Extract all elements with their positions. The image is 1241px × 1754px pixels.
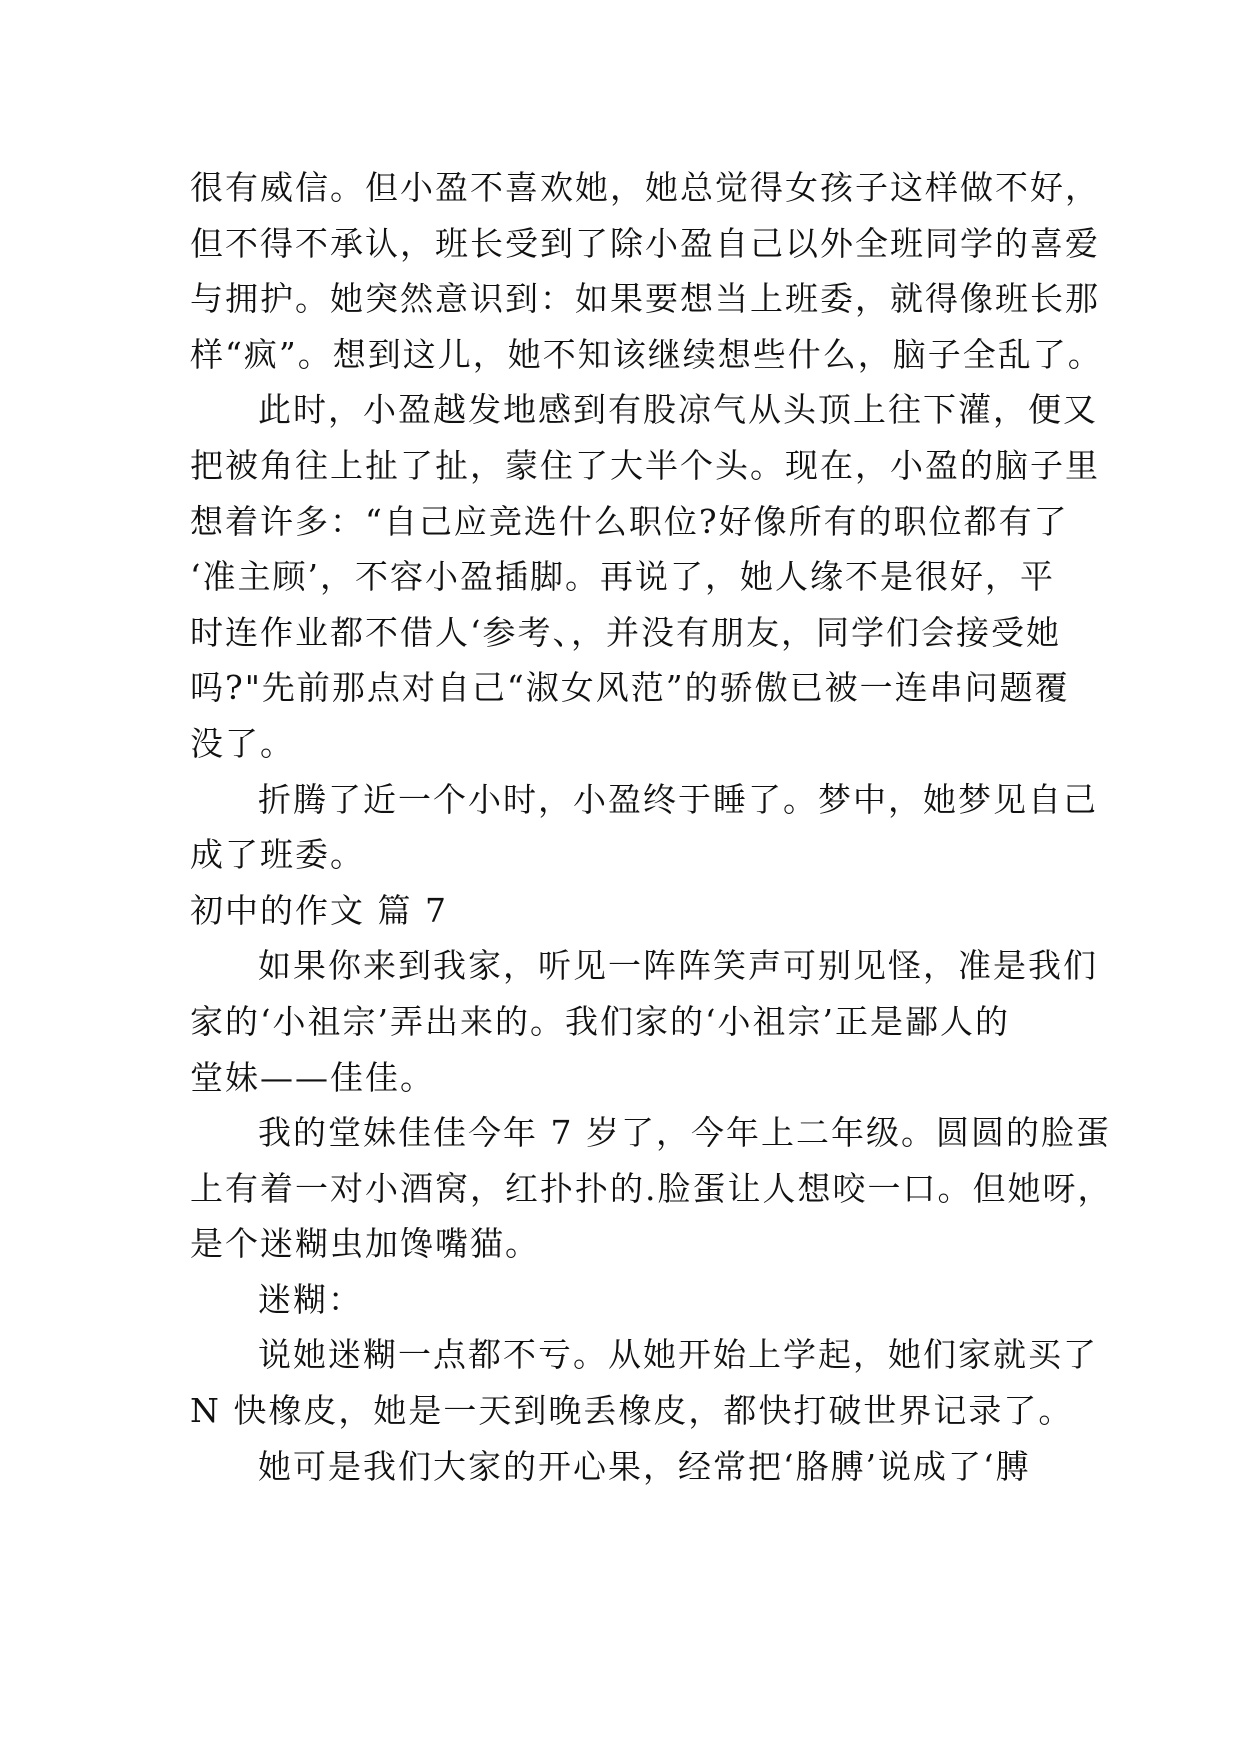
paragraph-line: 把被角往上扯了扯，蒙住了大半个头。现在，小盈的脑子里: [190, 445, 1100, 485]
paragraph-line: 样“疯”。想到这儿，她不知该继续想些什么，脑子全乱了。: [190, 334, 1103, 374]
paragraph-line: 折腾了近一个小时，小盈终于睡了。梦中，她梦见自己: [258, 779, 1098, 819]
paragraph-line: 时连作业都不借人‘参考、，并没有朋友，同学们会接受她: [190, 612, 1061, 652]
paragraph-line: N 快橡皮，她是一天到晚丢橡皮，都快打破世界记录了。: [190, 1391, 1074, 1431]
paragraph-line: 是个迷糊虫加馋嘴猫。: [190, 1224, 540, 1264]
paragraph-line: 与拥护。她突然意识到：如果要想当上班委，就得像班长那: [190, 279, 1100, 319]
paragraph-line: 成了班委。: [190, 835, 365, 875]
paragraph-line: 堂妹——佳佳。: [190, 1057, 435, 1097]
paragraph-line: 她可是我们大家的开心果，经常把‘胳膊’说成了‘膊: [258, 1446, 1031, 1486]
paragraph-line: 吗?"先前那点对自己“淑女风范”的骄傲已被一连串问题覆: [190, 668, 1070, 708]
paragraph-line: 此时，小盈越发地感到有股凉气从头顶上往下灌，便又: [258, 390, 1098, 430]
paragraph-line: 我的堂妹佳佳今年 7 岁了，今年上二年级。圆圆的脸蛋: [258, 1113, 1111, 1153]
paragraph-line: 没了。: [190, 723, 295, 763]
paragraph-line: 很有威信。但小盈不喜欢她，她总觉得女孩子这样做不好，: [190, 168, 1100, 207]
paragraph-line: 上有着一对小酒窝，红扑扑的.脸蛋让人想咬一口。但她呀，: [190, 1168, 1113, 1208]
paragraph-line: 迷糊：: [258, 1279, 363, 1319]
section-heading: 初中的作文 篇 7: [190, 890, 448, 930]
paragraph-line: 想着许多：“自己应竞选什么职位?好像所有的职位都有了: [190, 501, 1069, 541]
paragraph-line: 如果你来到我家，听见一阵阵笑声可别见怪，准是我们: [258, 946, 1098, 986]
paragraph-line: ‘准主顾’，不容小盈插脚。再说了，她人缘不是很好，平: [190, 557, 1055, 597]
paragraph-line: 说她迷糊一点都不亏。从她开始上学起，她们家就买了: [258, 1335, 1098, 1375]
paragraph-line: 但不得不承认，班长受到了除小盈自己以外全班同学的喜爱: [190, 223, 1100, 263]
paragraph-line: 家的‘小祖宗’弄出来的。我们家的‘小祖宗’正是鄙人的: [190, 1001, 1010, 1041]
document-body: [190, 160, 1113, 1494]
